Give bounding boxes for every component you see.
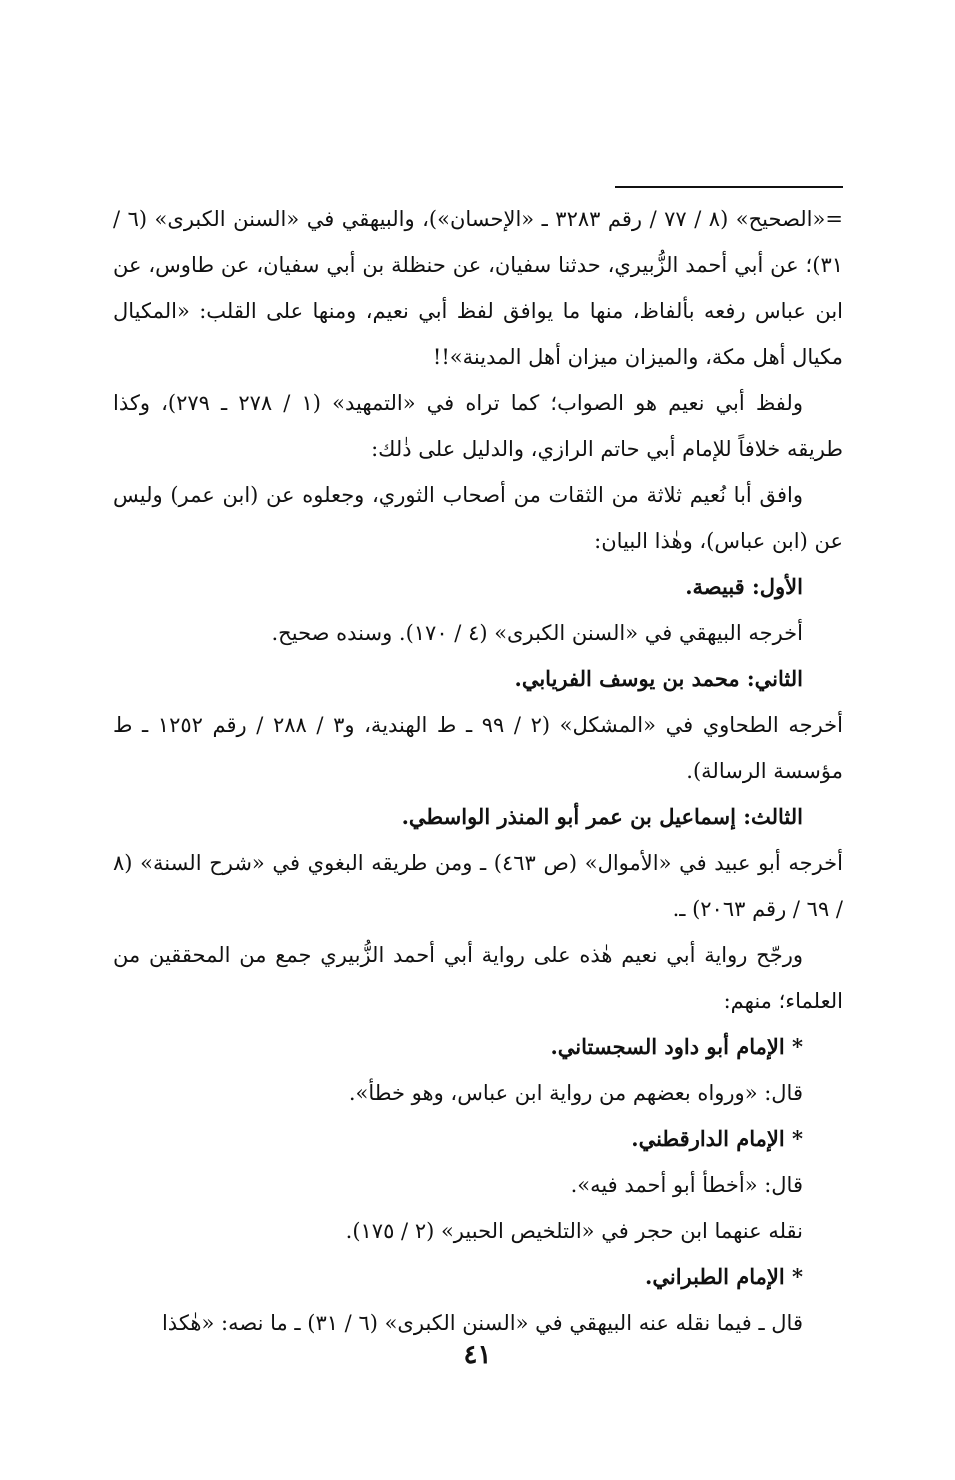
paragraph-third-source: أخرجه أبو عبيد في «الأموال» (ص ٤٦٣) ـ ومن طريقه البغوي في «شرح السنة» (٨ / ٦٩ / رقم ٢٠٦٣) ـ. (113, 851, 843, 921)
footnote-separator (615, 186, 843, 188)
paragraph-continuation: =«الصحيح» (٨ / ٧٧ / رقم ٣٢٨٣ ـ «الإحسان»)، والبيهقي في «السنن الكبرى» (٦ / ٣١)؛ عن أبي أحمد الزُّبيري، حدثنا سفيان، عن حنظلة بن أبي سفيان، عن طاوس، عن ابن عباس رفعه بألفاظ، منها ما يوافق لفظ أبي نعيم، ومنها على القلب: «المكيال مكيال أهل مكة، والميزان ميزان أهل المدينة»!! (113, 207, 843, 369)
paragraph-agreement: وافق أبا نُعيم ثلاثة من الثقات من أصحاب الثوري، وجعلوه عن (ابن عمر) وليس عن (ابن عباس)، وهٰذا البيان: (113, 483, 843, 553)
heading-third: الثالث: إسماعيل بن عمر أبو المنذر الواسطي. (401, 804, 803, 829)
quote-abu-dawud: قال: «ورواه بعضهم من رواية ابن عباس، وهو خطأ». (348, 1081, 803, 1105)
paragraph-second-source: أخرجه الطحاوي في «المشكل» (٢ / ٩٩ ـ ط الهندية، و٣ / ٢٨٨ / رقم ١٢٥٢ ـ ط مؤسسة الرسالة). (113, 713, 843, 783)
paragraph-abu-nuaim: ولفظ أبي نعيم هو الصواب؛ كما تراه في «التمهيد» (١ / ٢٧٨ ـ ٢٧٩)، وكذا طريقه خلافاً للإمام أبي حاتم الرازي، والدليل على ذٰلك: (113, 391, 843, 461)
footnote-text (113, 196, 843, 1346)
heading-abu-dawud: * الإمام أبو داود السجستاني. (550, 1034, 803, 1059)
heading-second: الثاني: محمد بن يوسف الفريابي. (514, 666, 803, 691)
paragraph-preference: ورجّح رواية أبي نعيم هٰذه على رواية أبي أحمد الزُّبيري جمع من المحققين من العلماء؛ منهم: (113, 943, 843, 1013)
quote-tabarani: قال ـ فيما نقله عنه البيهقي في «السنن الكبرى» (٦ / ٣١) ـ ما نصه: «هٰكذا (161, 1311, 803, 1335)
heading-first: الأول: قبيصة. (685, 574, 803, 599)
paragraph-first-source: أخرجه البيهقي في «السنن الكبرى» (٤ / ١٧٠). وسنده صحيح. (271, 621, 803, 645)
paragraph-ibn-hajar: نقله عنهما ابن حجر في «التلخيص الحبير» (٢ / ١٧٥). (345, 1219, 803, 1243)
heading-daraqutni: * الإمام الدارقطني. (631, 1126, 803, 1151)
quote-daraqutni: قال: «أخطأ أبو أحمد فيه». (570, 1173, 803, 1197)
page-number: ٤١ (463, 1340, 492, 1370)
heading-tabarani: * الإمام الطبراني. (645, 1264, 803, 1289)
